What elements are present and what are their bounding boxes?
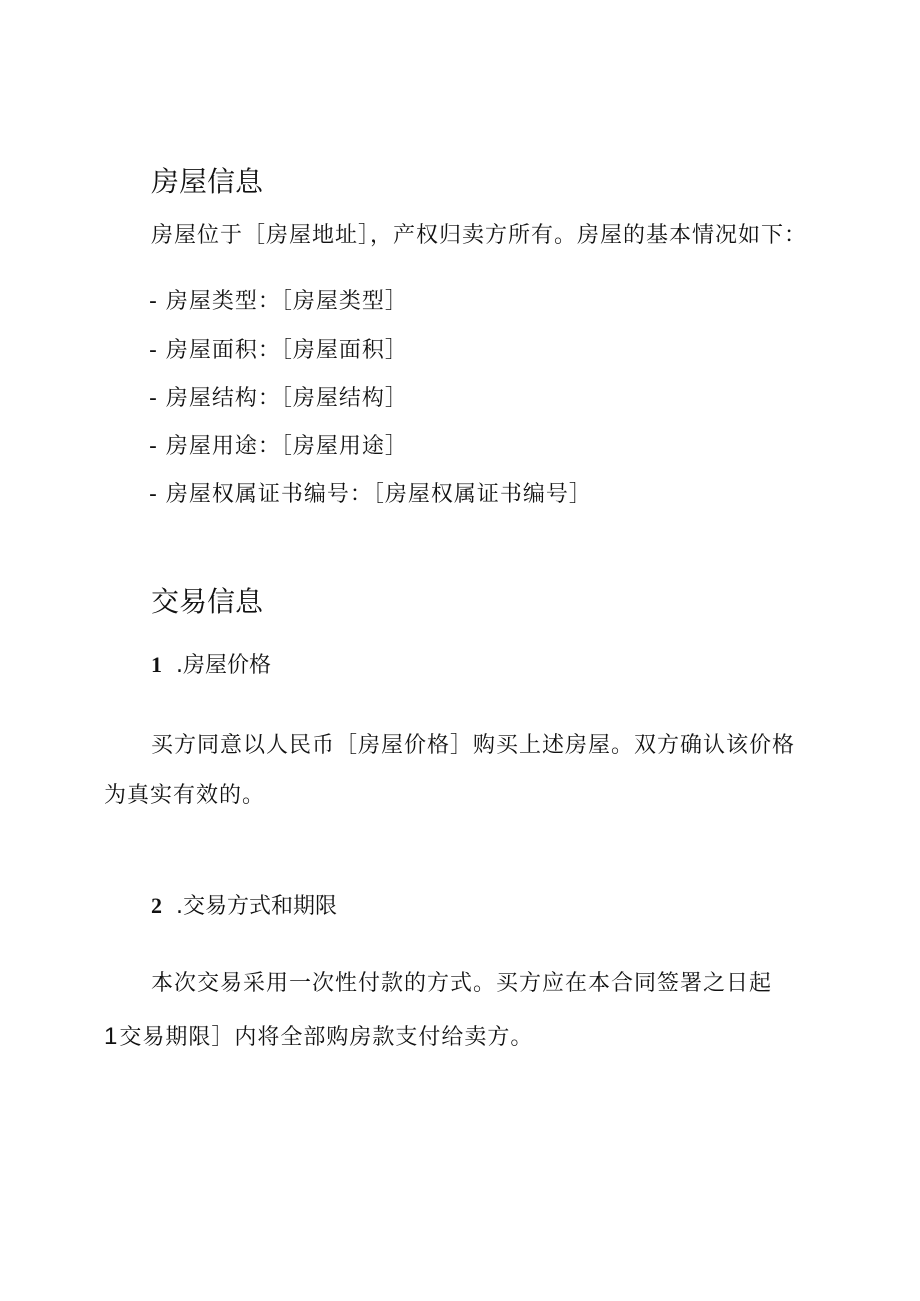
price-number: 1 (151, 652, 162, 677)
list-item-house-usage: - 房屋用途：［房屋用途］ (149, 434, 408, 459)
list-item-house-area: - 房屋面积：［房屋面积］ (149, 338, 408, 363)
method-title: .交易方式和期限 (176, 894, 337, 919)
price-subheading (151, 654, 271, 677)
method-paragraph-line1: 本次交易采用一次性付款的方式。买方应在本合同签署之日起 (151, 971, 773, 996)
house-info-heading: 房屋信息 (151, 165, 264, 198)
price-paragraph-line2: 为真实有效的。 (104, 783, 266, 808)
method-period-text: 交易期限］内将全部购房款支付给卖方。 (119, 1025, 534, 1050)
method-paragraph-line2 (104, 1025, 533, 1049)
list-item-certificate-number: - 房屋权属证书编号：［房屋权属证书编号］ (149, 482, 592, 507)
house-info-intro: 房屋位于［房屋地址］，产权归卖方所有。房屋的基本情况如下： (151, 223, 808, 248)
trade-info-heading: 交易信息 (151, 585, 264, 618)
method-number: 2 (151, 893, 162, 918)
method-subheading (151, 895, 337, 918)
method-period-number: 1 (104, 1023, 118, 1050)
price-paragraph-line1: 买方同意以人民币［房屋价格］购买上述房屋。双方确认该价格 (151, 733, 796, 758)
price-title: .房屋价格 (176, 653, 271, 678)
list-item-house-type: - 房屋类型：［房屋类型］ (149, 289, 408, 314)
list-item-house-structure: - 房屋结构：［房屋结构］ (149, 386, 408, 411)
